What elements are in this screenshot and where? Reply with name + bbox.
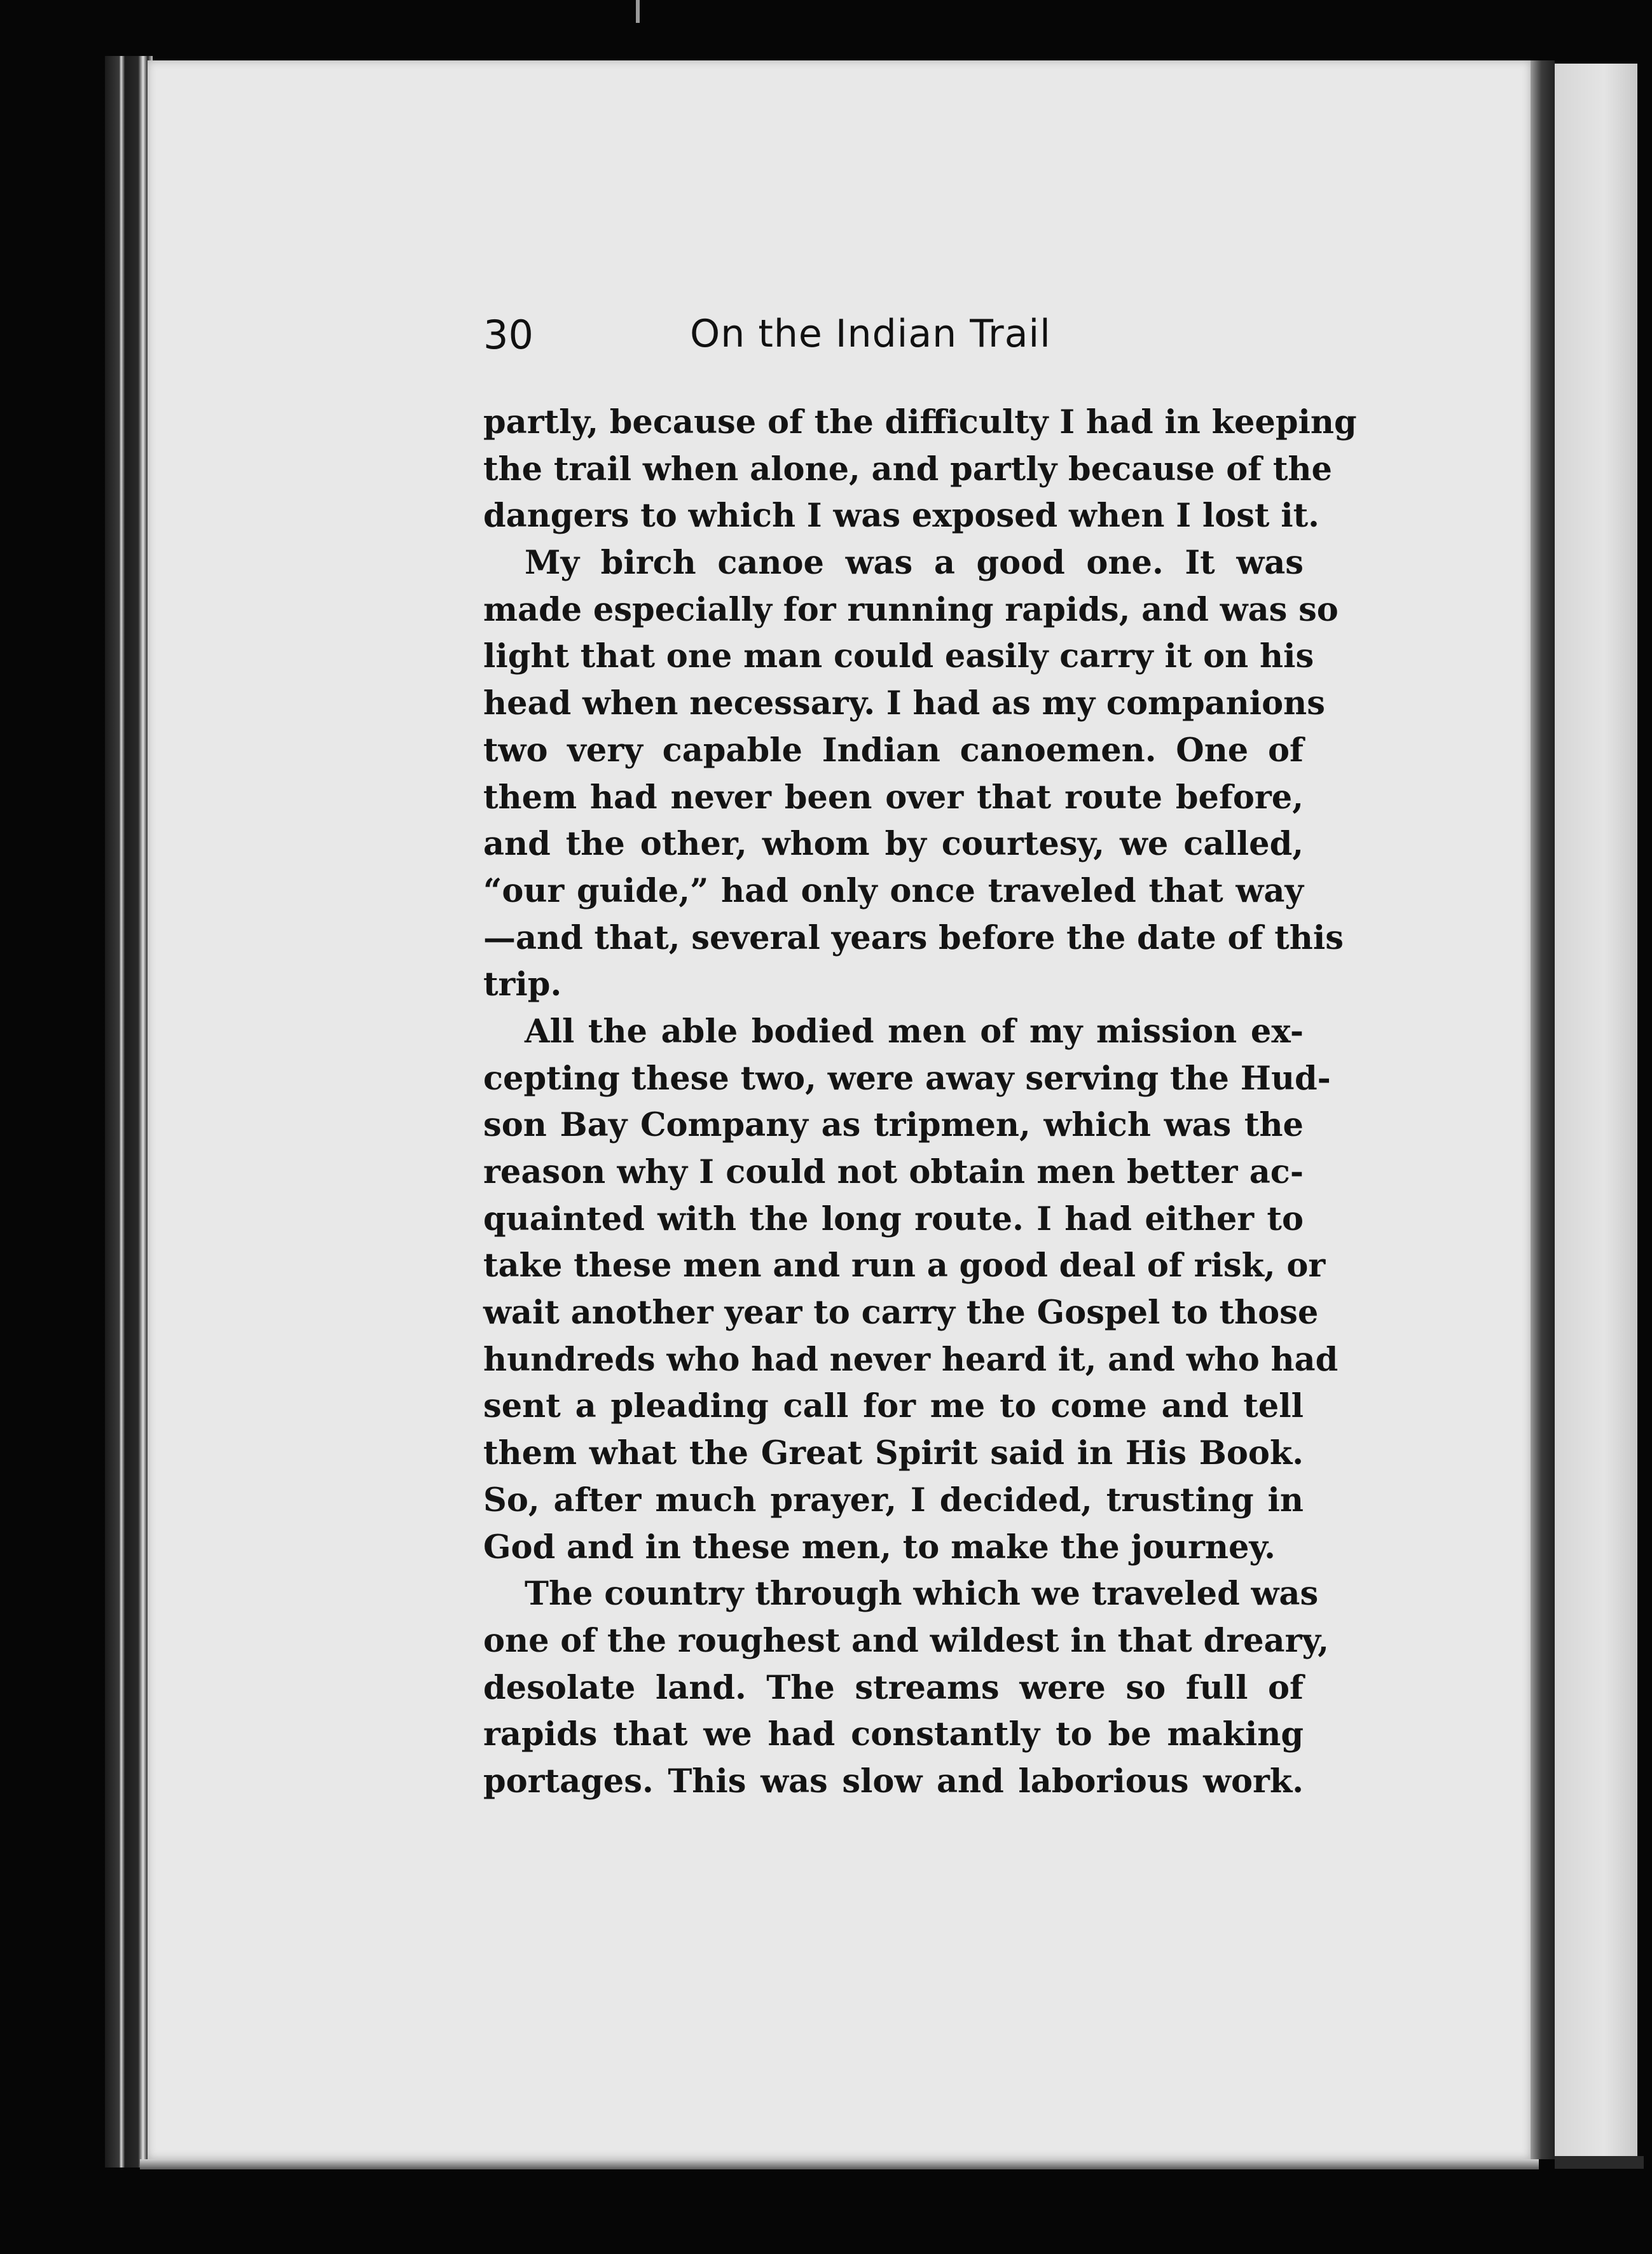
- text-line: two very capable Indian canoemen. One of: [483, 731, 1304, 770]
- text-line: sent a pleading call for me to come and tell: [483, 1387, 1304, 1426]
- text-line: quainted with the long route. I had either to: [483, 1200, 1304, 1238]
- facing-page-bottom: [1555, 2156, 1644, 2169]
- page-bottom-edge: [140, 2159, 1539, 2169]
- text-line: God and in these men, to make the journey.: [483, 1528, 1276, 1566]
- text-line: So, after much prayer, I decided, trusting in: [483, 1481, 1304, 1519]
- book-left-edge: [105, 56, 153, 2168]
- book-gutter: [1531, 60, 1555, 2159]
- text-line: the trail when alone, and partly because of the: [483, 450, 1332, 488]
- text-line: light that one man could easily carry it on his: [483, 637, 1314, 676]
- text-line: head when necessary. I had as my companions: [483, 684, 1325, 723]
- text-line: dangers to which I was exposed when I lost it.: [483, 497, 1319, 536]
- text-line: one of the roughest and wildest in that dreary,: [483, 1621, 1329, 1660]
- facing-page-sliver: [1555, 64, 1637, 2156]
- page-number: 30: [483, 312, 533, 358]
- text-line: partly, because of the difficulty I had in keeping: [483, 403, 1357, 441]
- running-title: On the Indian Trail: [690, 312, 1051, 356]
- text-line: portages. This was slow and laborious work.: [483, 1762, 1304, 1801]
- text-line: All the able bodied men of my mission ex-: [525, 1012, 1304, 1051]
- text-line: them had never been over that route before,: [483, 778, 1304, 817]
- text-line: made especially for running rapids, and was so: [483, 590, 1339, 629]
- text-line: reason why I could not obtain men better ac-: [483, 1153, 1304, 1191]
- text-line: hundreds who had never heard it, and who had: [483, 1340, 1339, 1379]
- text-line: take these men and run a good deal of risk, or: [483, 1247, 1326, 1285]
- text-line: —and that, several years before the date of this: [483, 918, 1344, 957]
- text-line: cepting these two, were away serving the Hud-: [483, 1059, 1331, 1098]
- text-line: them what the Great Spirit said in His Book.: [483, 1434, 1304, 1473]
- text-line: My birch canoe was a good one. It was: [525, 544, 1304, 583]
- text-line: and the other, whom by courtesy, we called,: [483, 825, 1304, 864]
- body-text: [483, 399, 1357, 1806]
- text-line: rapids that we had constantly to be making: [483, 1715, 1304, 1754]
- text-line: desolate land. The streams were so full of: [483, 1668, 1304, 1707]
- text-line: son Bay Company as tripmen, which was the: [483, 1106, 1304, 1145]
- scan-artifact: [636, 0, 640, 23]
- running-header: [483, 312, 1310, 369]
- text-line: The country through which we traveled was: [525, 1575, 1319, 1614]
- text-line: trip.: [483, 965, 562, 1004]
- text-line: wait another year to carry the Gospel to those: [483, 1294, 1319, 1332]
- text-line: “our guide,” had only once traveled that way: [483, 871, 1304, 910]
